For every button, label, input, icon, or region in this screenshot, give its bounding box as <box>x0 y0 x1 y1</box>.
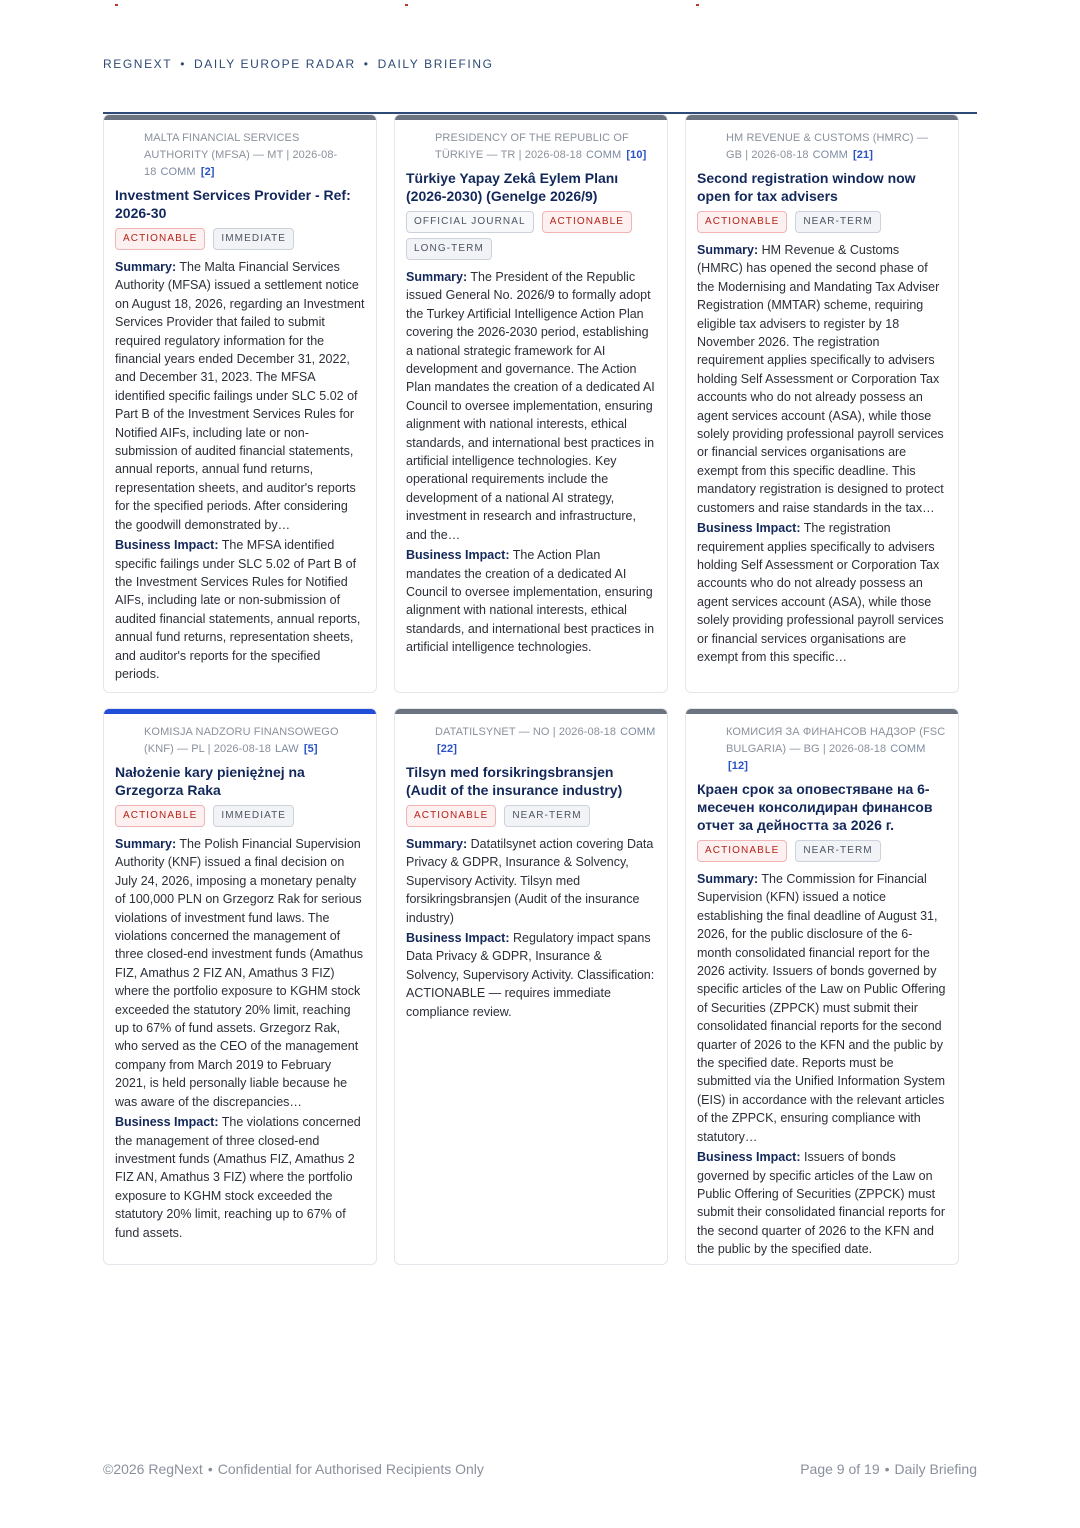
summary-text: HM Revenue & Customs (HMRC) has opened the second phase of the Modernising and Mandating Tax Adviser Registration (MMTAR) scheme, requiring eligible tax advisers to register by 18 November 2026. The registration requirement applies specifically to advisers holding Self Assessment or Corporation Tax accounts who do not already possess an agent services account (ASA), while those solely providing professional payroll services or financial services organisations are exempt from this specific deadline. This mandatory registration is designed to protect customers and raise standards in the tax… <box>697 243 944 515</box>
document-name: DAILY BRIEFING <box>377 57 494 71</box>
card-summary <box>406 268 656 544</box>
card-tags <box>406 211 656 260</box>
card-summary <box>697 241 947 517</box>
card-accent-bar <box>395 115 667 120</box>
copyright: ©2026 RegNext <box>103 1461 203 1477</box>
impact-text: Issuers of bonds governed by specific articles of the Law on Public Offering of Securities (ZPPCK) must submit their consolidated financial reports for the second quarter of 2026 to the KFN and the public by the specified date. <box>697 1150 946 1257</box>
card-business-impact <box>115 1113 365 1242</box>
reference-link[interactable]: [2] <box>200 166 215 178</box>
card-title: Second registration window now open for tax advisers <box>697 170 916 204</box>
top-edge-marks <box>0 4 1080 8</box>
document-type: COMM <box>586 149 622 161</box>
impact-text: The Action Plan mandates the creation of a dedicated AI Council to oversee implementation, ensuring alignment with national interests, ethical standards, and international best practices in artificial intelligence technologies. <box>406 548 655 655</box>
section-name: DAILY EUROPE RADAR <box>194 57 356 71</box>
tag-badge: OFFICIAL JOURNAL <box>406 211 534 233</box>
impact-label: Business Impact: <box>406 548 510 563</box>
source-authority: DATATILSYNET — NO | 2026-08-18 <box>435 726 617 738</box>
tag-badge: NEAR-TERM <box>795 211 880 233</box>
card-tags <box>115 228 365 250</box>
summary-text: The Polish Financial Supervision Authority (KNF) issued a final decision on July 24, 2026, imposing a monetary penalty of 100,000 PLN on Grzegorz Rak for serious violations of investment fund laws. The violations concerned the management of three closed-end investment funds (Amathus FIZ, Amathus 2 FIZ AN, Amathus 3 FIZ) where the portfolio exposure to KGHM stock exceeded the statutory 20% limit, reaching up to 67% of fund assets. Grzegorz Rak, who served as the CEO of the management company from March 2019 to February 2021, is held personally liable because he was aware of the discrepancies… <box>115 837 364 1109</box>
source-authority: PRESIDENCY OF THE REPUBLIC OF TÜRKIYE — TR | 2026-08-18 <box>435 132 629 161</box>
reference-link[interactable]: [22] <box>437 743 457 755</box>
edge-mark <box>405 4 408 6</box>
tag-badge: NEAR-TERM <box>504 805 589 827</box>
tag-badge: LONG-TERM <box>406 238 492 260</box>
impact-text: The MFSA identified specific failings under SLC 5.02 of Part B of the Investment Services Rules for Notified AIFs, including late or non-submission of audited financial statements, annual reports, annual fund returns, representation sheets, and auditor's reports for the specified periods. <box>115 538 361 681</box>
briefing-card <box>394 114 668 693</box>
card-source-meta <box>115 130 365 181</box>
brand-name: REGNEXT <box>103 57 173 71</box>
card-business-impact <box>697 519 947 666</box>
card-tags <box>697 211 947 233</box>
card-source-meta <box>697 724 947 775</box>
tag-badge: ACTIONABLE <box>542 211 632 233</box>
tag-badge: ACTIONABLE <box>697 211 787 233</box>
source-authority: KOMISJA NADZORU FINANSOWEGO (KNF) — PL | 2026-08-18 <box>144 726 339 755</box>
card-title: Türkiye Yapay Zekâ Eylem Planı (2026-2030) (Genelge 2026/9) <box>406 170 619 204</box>
summary-text: The Commission for Financial Supervision (KFN) issued a notice establishing the final deadline of August 31, 2026, for the public disclosure of the 6-month consolidated financial report for the 2026 activity. Issuers of bonds governed by specific articles of the Law on Public Offering of Securities (ZPPCK) must submit their consolidated financial reports for the second quarter of 2026 to the KFN and the public by the specified date. Reports must be submitted via the Unified Information System (EIS) in accordance with the relevant articles of the ZPPCK, ensuring compliance with statutory… <box>697 872 946 1144</box>
source-authority: MALTA FINANCIAL SERVICES AUTHORITY (MFSA) — MT | 2026-08-18 <box>144 132 338 178</box>
summary-label: Summary: <box>406 837 468 851</box>
card-tags <box>697 840 947 862</box>
briefing-card <box>685 708 959 1265</box>
tag-badge: ACTIONABLE <box>115 805 205 827</box>
page-number: Page 9 of 19 <box>800 1461 880 1477</box>
impact-text: Regulatory impact spans Data Privacy & GDPR, Insurance & Solvency, Supervisory Activity. Classification: ACTIONABLE — requires immediate compliance review. <box>406 931 655 1019</box>
card-summary <box>115 258 365 534</box>
card-summary <box>115 835 365 1111</box>
tag-badge: IMMEDIATE <box>213 805 294 827</box>
tag-badge: IMMEDIATE <box>213 228 294 250</box>
tag-badge: ACTIONABLE <box>115 228 205 250</box>
header-separator: • <box>180 57 187 71</box>
card-accent-bar <box>104 709 376 714</box>
summary-label: Summary: <box>115 260 177 274</box>
card-source-meta <box>406 130 656 164</box>
impact-label: Business Impact: <box>115 1115 219 1130</box>
card-business-impact <box>406 546 656 656</box>
summary-text: Datatilsynet action covering Data Privacy & GDPR, Insurance & Solvency, Supervisory Activity. Tilsyn med forsikringsbransjen (Audit of the insurance industry) <box>406 837 654 925</box>
card-summary <box>406 835 656 927</box>
header-separator: • <box>363 57 370 71</box>
reference-link[interactable]: [21] <box>853 149 873 161</box>
summary-label: Summary: <box>697 872 759 886</box>
impact-label: Business Impact: <box>406 931 510 946</box>
impact-text: The registration requirement applies specifically to advisers holding Self Assessment or Corporation Tax accounts who do not already possess an agent services account (ASA), while those solely providing professional payroll services or financial services organisations are exempt from this specific… <box>697 521 944 664</box>
summary-label: Summary: <box>406 270 468 284</box>
briefing-card <box>685 114 959 693</box>
card-accent-bar <box>395 709 667 714</box>
footer-right <box>800 1461 977 1477</box>
impact-text: The violations concerned the management of three closed-end investment funds (Amathus FIZ, Amathus 2 FIZ AN, Amathus 3 FIZ) where the portfolio exposure to KGHM stock exceeded the statutory 20% limit, reaching up to 67% of fund assets. <box>115 1115 361 1240</box>
summary-text: The President of the Republic issued General No. 2026/9 to formally adopt the Turkey Artificial Intelligence Action Plan covering the 2026-2030 period, establishing a national strategic framework for AI development and governance. The Action Plan mandates the creation of a dedicated AI Council to oversee implementation, ensuring alignment with national interests, ethical standards, and international best practices in artificial intelligence technologies. Key operational requirements include the development of a national AI strategy, investment in research and infrastructure, and the… <box>406 270 655 542</box>
document-type: LAW <box>275 743 299 755</box>
running-header <box>103 57 494 71</box>
briefing-card <box>103 114 377 693</box>
card-accent-bar <box>686 709 958 714</box>
footer-separator: • <box>884 1461 890 1477</box>
tag-badge: ACTIONABLE <box>697 840 787 862</box>
document-type: COMM <box>620 726 656 738</box>
source-authority: КОМИСИЯ ЗА ФИНАНСОВ НАДЗОР (FSC BULGARIA) — BG | 2026-08-18 <box>726 726 946 755</box>
card-title: Краен срок за оповестяване на 6-месечен консолидиран финансов отчет за дейността за 2026 г. <box>697 781 933 833</box>
card-business-impact <box>115 536 365 683</box>
reference-link[interactable]: [10] <box>626 149 647 161</box>
document-type: COMM <box>890 743 926 755</box>
source-authority: HM REVENUE & CUSTOMS (HMRC) — GB | 2026-08-18 <box>726 132 928 161</box>
summary-text: The Malta Financial Services Authority (MFSA) issued a settlement notice on August 18, 2026, regarding an Investment Services Provider that failed to submit required regulatory information for the financial years ended December 31, 2022, and December 31, 2023. The MFSA identified specific failings under SLC 5.02 of Part B of the Investment Services Rules for Notified AIFs, including late or non-submission of audited financial statements, annual reports, annual fund returns, representation sheets, and auditor's reports for the specified periods. After considering the goodwill demonstrated by… <box>115 260 365 532</box>
impact-label: Business Impact: <box>697 1150 801 1165</box>
card-title: Tilsyn med forsikringsbransjen (Audit of the insurance industry) <box>406 764 623 798</box>
reference-link[interactable]: [12] <box>728 760 748 772</box>
summary-label: Summary: <box>697 243 759 257</box>
document-type: COMM <box>160 166 196 178</box>
footer-left <box>103 1461 484 1477</box>
tag-badge: ACTIONABLE <box>406 805 496 827</box>
briefing-card <box>103 708 377 1265</box>
edge-mark <box>115 4 118 6</box>
card-tags <box>406 805 656 827</box>
card-summary <box>697 870 947 1146</box>
tag-badge: NEAR-TERM <box>795 840 880 862</box>
card-accent-bar <box>686 115 958 120</box>
card-source-meta <box>115 724 365 758</box>
edge-mark <box>696 4 699 6</box>
confidentiality-note: Confidential for Authorised Recipients Only <box>217 1461 484 1477</box>
summary-label: Summary: <box>115 837 177 851</box>
reference-link[interactable]: [5] <box>303 743 318 755</box>
card-tags <box>115 805 365 827</box>
card-business-impact <box>697 1148 947 1258</box>
briefing-card <box>394 708 668 1265</box>
card-accent-bar <box>104 115 376 120</box>
footer-document-name: Daily Briefing <box>894 1461 977 1477</box>
card-title: Investment Services Provider - Ref: 2026-30 <box>115 187 351 221</box>
card-business-impact <box>406 929 656 1021</box>
impact-label: Business Impact: <box>115 538 219 553</box>
document-type: COMM <box>812 149 848 161</box>
impact-label: Business Impact: <box>697 521 801 536</box>
card-source-meta <box>406 724 656 758</box>
card-source-meta <box>697 130 947 164</box>
card-title: Nałożenie kary pieniężnej na Grzegorza Raka <box>115 764 305 798</box>
footer-separator: • <box>207 1461 213 1477</box>
